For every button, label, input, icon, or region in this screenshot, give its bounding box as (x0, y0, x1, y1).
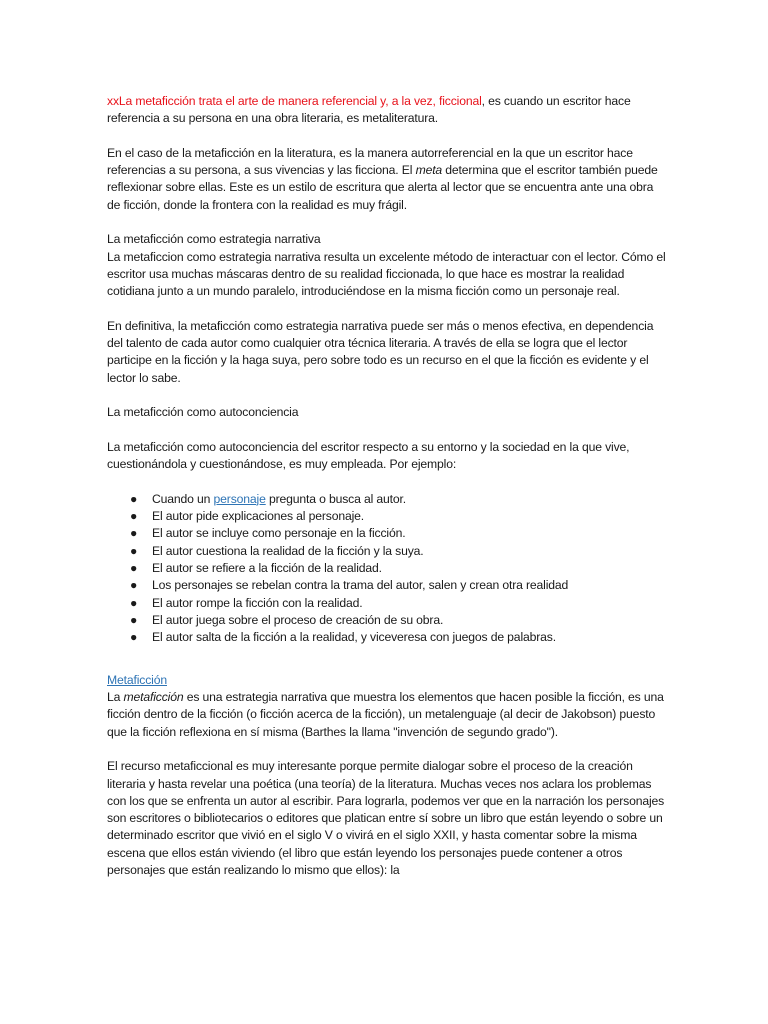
list-item (107, 543, 667, 560)
list-item-text: pregunta o busca al autor. (265, 491, 406, 506)
self-awareness-paragraph: La metaficción como autoconciencia del escritor respecto a su entorno y la sociedad en la que vive, cuestionándola y cuestionándose, es muy empleada. Por ejemplo: (107, 439, 630, 472)
intro-highlight: La metaficción trata el arte de manera referencial y, a la vez, ficcional (118, 94, 482, 108)
bullet-icon: ● (130, 578, 138, 593)
bullet-icon: ● (130, 561, 138, 576)
bullet-icon: ● (130, 526, 138, 541)
list-item (107, 525, 667, 542)
list-item-text: El autor rompe la ficción con la realidad. (152, 595, 363, 610)
document-page (107, 93, 667, 897)
list-item-text: El autor se incluye como personaje en la ficción. (152, 526, 406, 541)
list-item-text: El autor cuestiona la realidad de la ficción y la suya. (152, 543, 424, 558)
list-item (107, 595, 667, 612)
list-item-text: El autor juega sobre el proceso de creación de su obra. (152, 612, 444, 627)
personaje-link[interactable]: personaje (213, 491, 266, 506)
metaficcion-link[interactable]: Metaficción (107, 672, 167, 687)
italic-term: metaficción (123, 690, 184, 705)
narrative-strategy-section (107, 231, 667, 300)
list-item-text: Cuando un (152, 491, 214, 506)
metafictional-resource-paragraph: El recurso metaficcional es muy interesante porque permite dialogar sobre el proceso de la creación literaria y hasta revelar una poética (una teoría) de la literatura. Muchas veces nos aclara los problemas con los que se enfrenta un autor al escribir. Para lograrla, podemos ver que en la narración los personajes son escritores o bibliotecarios o editores que platican entre sí sobre un libro que están leyendo o sobre un determinado escritor que vivió en el siglo V o vivirá en el siglo XXII, y hasta comentar sobre la misma escena que ellos están viviendo (el libro que están leyendo los personajes puede contener a otros personajes que están realizando lo mismo que ellos): la (107, 759, 665, 878)
list-item (107, 577, 667, 594)
conclusion-paragraph: En definitiva, la metaficción como estrategia narrativa puede ser más o menos efectiva, en dependencia del talento de cada autor como cualquier otra técnica literaria. A través de ella se logra que el lector participe en la ficción y la haga suya, pero sobre todo es un recurso en el que la ficción es evidente y el lector lo sabe. (107, 318, 654, 385)
list-item (107, 629, 667, 646)
list-item-text: El autor se refiere a la ficción de la realidad. (152, 561, 382, 576)
bullet-icon: ● (130, 612, 138, 627)
list-item (107, 508, 667, 525)
section-body: La metaficcion como estrategia narrativa resulta un excelente método de interactuar con el lector. Cómo el escritor usa muchas máscaras dentro de su realidad ficcionada, lo que hace es mostrar la realidad cotidiana junto a un mundo paralelo, introduciéndose en la misma ficción como un personaje real. (107, 249, 666, 299)
section-heading: La metaficción como autoconciencia (107, 405, 299, 420)
bullet-icon: ● (130, 543, 138, 558)
paragraph-text: La (107, 690, 124, 705)
list-item-text: El autor salta de la ficción a la realidad, y viceveresa con juegos de palabras. (152, 630, 556, 645)
bullet-icon: ● (130, 595, 138, 610)
metaficcion-section (107, 672, 667, 741)
list-item (107, 612, 667, 629)
list-item (107, 560, 667, 577)
paragraph-text: determina que el escritor también puede reflexionar sobre ellas. Este es un estilo de escritura que alerta al lector que se encuentra ante una obra de ficción, donde la frontera con la realidad es muy frágil. (107, 163, 658, 212)
section-heading: La metaficción como estrategia narrativa (107, 232, 321, 247)
bullet-icon: ● (130, 509, 138, 524)
paragraph-text: En el caso de la metaficción en la literatura, es la manera autorreferencial en la que un escritor hace referencias a su persona, a sus vivencias y las ficciona. El (107, 145, 633, 178)
bullet-icon: ● (130, 630, 138, 645)
examples-list (107, 491, 667, 647)
paragraph-text: es una estrategia narrativa que muestra los elementos que hacen posible la ficción, es una ficción dentro de la ficción (o ficción acerca de la ficción), un metalenguaje (al decir de Jakobson) puesto que la ficción reflexiona en sí misma (Barthes la llama "invención de segundo grado"). (107, 690, 664, 739)
bullet-icon: ● (130, 491, 138, 506)
spacer (107, 664, 667, 672)
metafiction-literature-paragraph (107, 145, 667, 214)
intro-prefix: xx (107, 94, 119, 108)
intro-paragraph (107, 93, 667, 128)
list-item-text: El autor pide explicaciones al personaje. (152, 509, 365, 524)
list-item-text: Los personajes se rebelan contra la trama del autor, salen y crean otra realidad (152, 578, 569, 593)
intro-rest: , es cuando un escritor hace referencia a su persona en una obra literaria, es metaliteratura. (107, 94, 631, 126)
list-item (107, 491, 667, 508)
italic-term: meta (415, 163, 443, 178)
